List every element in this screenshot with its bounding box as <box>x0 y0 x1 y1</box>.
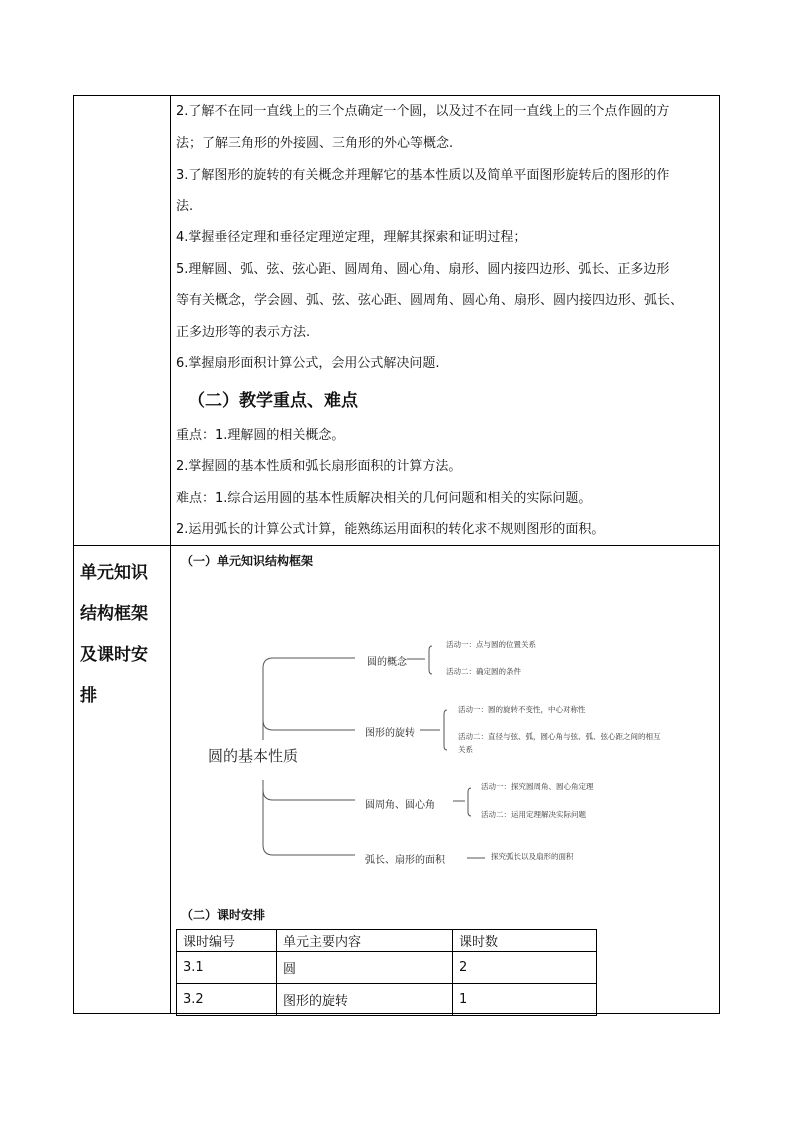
framework-title: （一）单元知识结构框架 <box>181 554 314 568</box>
objective-line: 法；了解三角形的外接圆、三角形的外心等概念. <box>176 136 454 151</box>
diagram-root: 圆的基本性质 <box>208 747 299 765</box>
objective-line: 2.了解不在同一直线上的三个点确定一个圆，以及过不在同一直线上的三个点作圆的方 <box>176 104 670 119</box>
diagram-branch: 圆周角、圆心角 <box>365 800 435 811</box>
header-line: 排 <box>80 686 97 706</box>
table-header-cell: 单元主要内容 <box>277 930 453 952</box>
table-header-cell: 课时数 <box>453 930 597 952</box>
diagram-activity: 活动一：探究圆周角、圆心角定理 <box>481 782 594 791</box>
schedule-title: （二）课时安排 <box>181 908 266 922</box>
objective-line: 法. <box>176 199 194 214</box>
focus-section-title: （二）教学重点、难点 <box>188 391 358 411</box>
root-branch-line-3 <box>263 780 355 800</box>
objective-line: 3.了解图形的旋转的有关概念并理解它的基本性质以及简单平面图形旋转后的图形的作 <box>176 168 670 183</box>
diagram-branch: 弧长、扇形的面积 <box>365 855 445 866</box>
sub-bracket-2 <box>444 710 447 750</box>
unit-structure-header <box>80 553 166 717</box>
table-row <box>177 984 597 1016</box>
diagram-activity: 活动二：运用定理解决实际问题 <box>481 810 586 819</box>
root-branch-line-4 <box>263 780 355 855</box>
header-line: 及课时安 <box>80 645 148 665</box>
objective-line: 4.掌握垂径定理和垂径定理逆定理，理解其探索和证明过程； <box>176 230 527 245</box>
objective-line: 5.理解圆、弧、弦、弦心距、圆周角、圆心角、扇形、圆内接四边形、弧长、正多边形 <box>176 262 670 277</box>
knowledge-structure-diagram <box>175 600 715 900</box>
table-row <box>177 952 597 984</box>
header-line: 单元知识 <box>80 563 148 583</box>
diagram-activity: 活动一：点与圆的位置关系 <box>446 640 536 649</box>
root-branch-line-2 <box>263 720 355 740</box>
diagram-activity: 关系 <box>458 745 473 754</box>
diagram-activity: 活动二：确定圆的条件 <box>446 667 521 676</box>
focus-line: 2.掌握圆的基本性质和弧长扇形面积的计算方法。 <box>176 459 462 474</box>
sub-bracket-1 <box>429 646 432 674</box>
diagram-activity: 探究弧长以及扇形的面积 <box>491 852 574 861</box>
focus-line: 2.运用弧长的计算公式计算，能熟练运用面积的转化求不规则图形的面积。 <box>176 522 605 537</box>
header-line: 结构框架 <box>80 604 148 624</box>
focus-line: 难点：1.综合运用圆的基本性质解决相关的几何问题和相关的实际问题。 <box>176 491 592 506</box>
diagram-activity: 活动一：圆的旋转不变性，中心对称性 <box>458 705 586 714</box>
objective-line: 等有关概念，学会圆、弧、弦、弦心距、圆周角、圆心角、扇形、圆内接四边形、弧长、 <box>176 293 684 308</box>
focus-line: 重点：1.理解圆的相关概念。 <box>176 428 345 443</box>
schedule-table <box>176 929 597 1016</box>
table-cell: 图形的旋转 <box>277 984 453 1016</box>
table-header-row <box>177 930 597 952</box>
table-cell: 3.2 <box>177 984 277 1016</box>
column-divider <box>170 95 171 1014</box>
diagram-activity: 活动二：直径与弦、弧，圆心角与弦、弧、弦心距之间的相互 <box>458 732 661 741</box>
diagram-branch: 圆的概念 <box>367 657 407 668</box>
table-cell: 2 <box>453 952 597 984</box>
table-cell: 3.1 <box>177 952 277 984</box>
objective-line: 6.掌握扇形面积计算公式，会用公式解决问题. <box>176 356 440 371</box>
row-divider <box>73 545 720 546</box>
table-cell: 圆 <box>277 952 453 984</box>
root-branch-line-1 <box>263 658 355 740</box>
table-cell: 1 <box>453 984 597 1016</box>
sub-bracket-3 <box>468 788 471 816</box>
table-header-cell: 课时编号 <box>177 930 277 952</box>
objective-line: 正多边形等的表示方法. <box>176 325 311 340</box>
diagram-branch: 图形的旋转 <box>365 728 415 739</box>
